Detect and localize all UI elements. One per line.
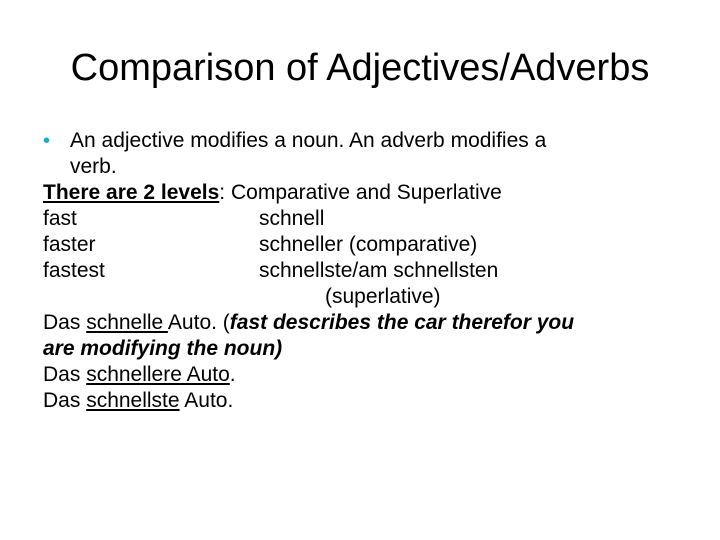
example3-pre: Das	[43, 389, 87, 412]
levels-rest: Comparative and Superlative	[225, 181, 502, 204]
slide-body	[43, 128, 703, 414]
table-row-positive	[43, 206, 703, 232]
example3-adjective: schnellste	[86, 389, 180, 412]
german-superlative: schnellste/am schnellsten	[259, 259, 499, 282]
levels-label: There are 2 levels	[43, 181, 220, 204]
example-sentence-3	[43, 388, 703, 414]
example1-explanation-line1: fast describes the car therefor you	[229, 311, 575, 334]
german-comparative: schneller (comparative)	[259, 233, 478, 256]
table-row-superlative-note	[43, 284, 703, 310]
example-sentence-1	[43, 310, 703, 336]
english-positive: fast	[43, 207, 77, 230]
levels-line	[43, 180, 703, 206]
example2-adjective: schnellere Auto	[86, 363, 230, 386]
slide-title: Comparison of Adjectives/Adverbs	[70, 47, 650, 89]
example2-pre: Das	[43, 363, 87, 386]
example1-adjective: schnelle	[86, 311, 168, 334]
example2-post: .	[229, 363, 236, 386]
example3-post: Auto.	[179, 389, 234, 412]
example1-post: Auto. (	[167, 311, 230, 334]
bullet-item	[43, 128, 703, 154]
example1-explanation-line2: are modifying the noun)	[43, 337, 283, 360]
english-comparative: faster	[43, 233, 96, 256]
bullet-dot-icon: •	[43, 130, 51, 152]
english-superlative: fastest	[43, 259, 105, 282]
german-positive: schnell	[259, 207, 325, 230]
example1-pre: Das	[43, 311, 87, 334]
levels-colon: :	[219, 181, 226, 204]
bullet-text-line1: An adjective modifies a noun. An adverb modifies a	[70, 129, 547, 152]
bullet-text-line2: verb.	[70, 155, 117, 178]
superlative-note: (superlative)	[325, 285, 441, 308]
table-row-comparative	[43, 232, 703, 258]
table-row-superlative	[43, 258, 703, 284]
example-sentence-2	[43, 362, 703, 388]
